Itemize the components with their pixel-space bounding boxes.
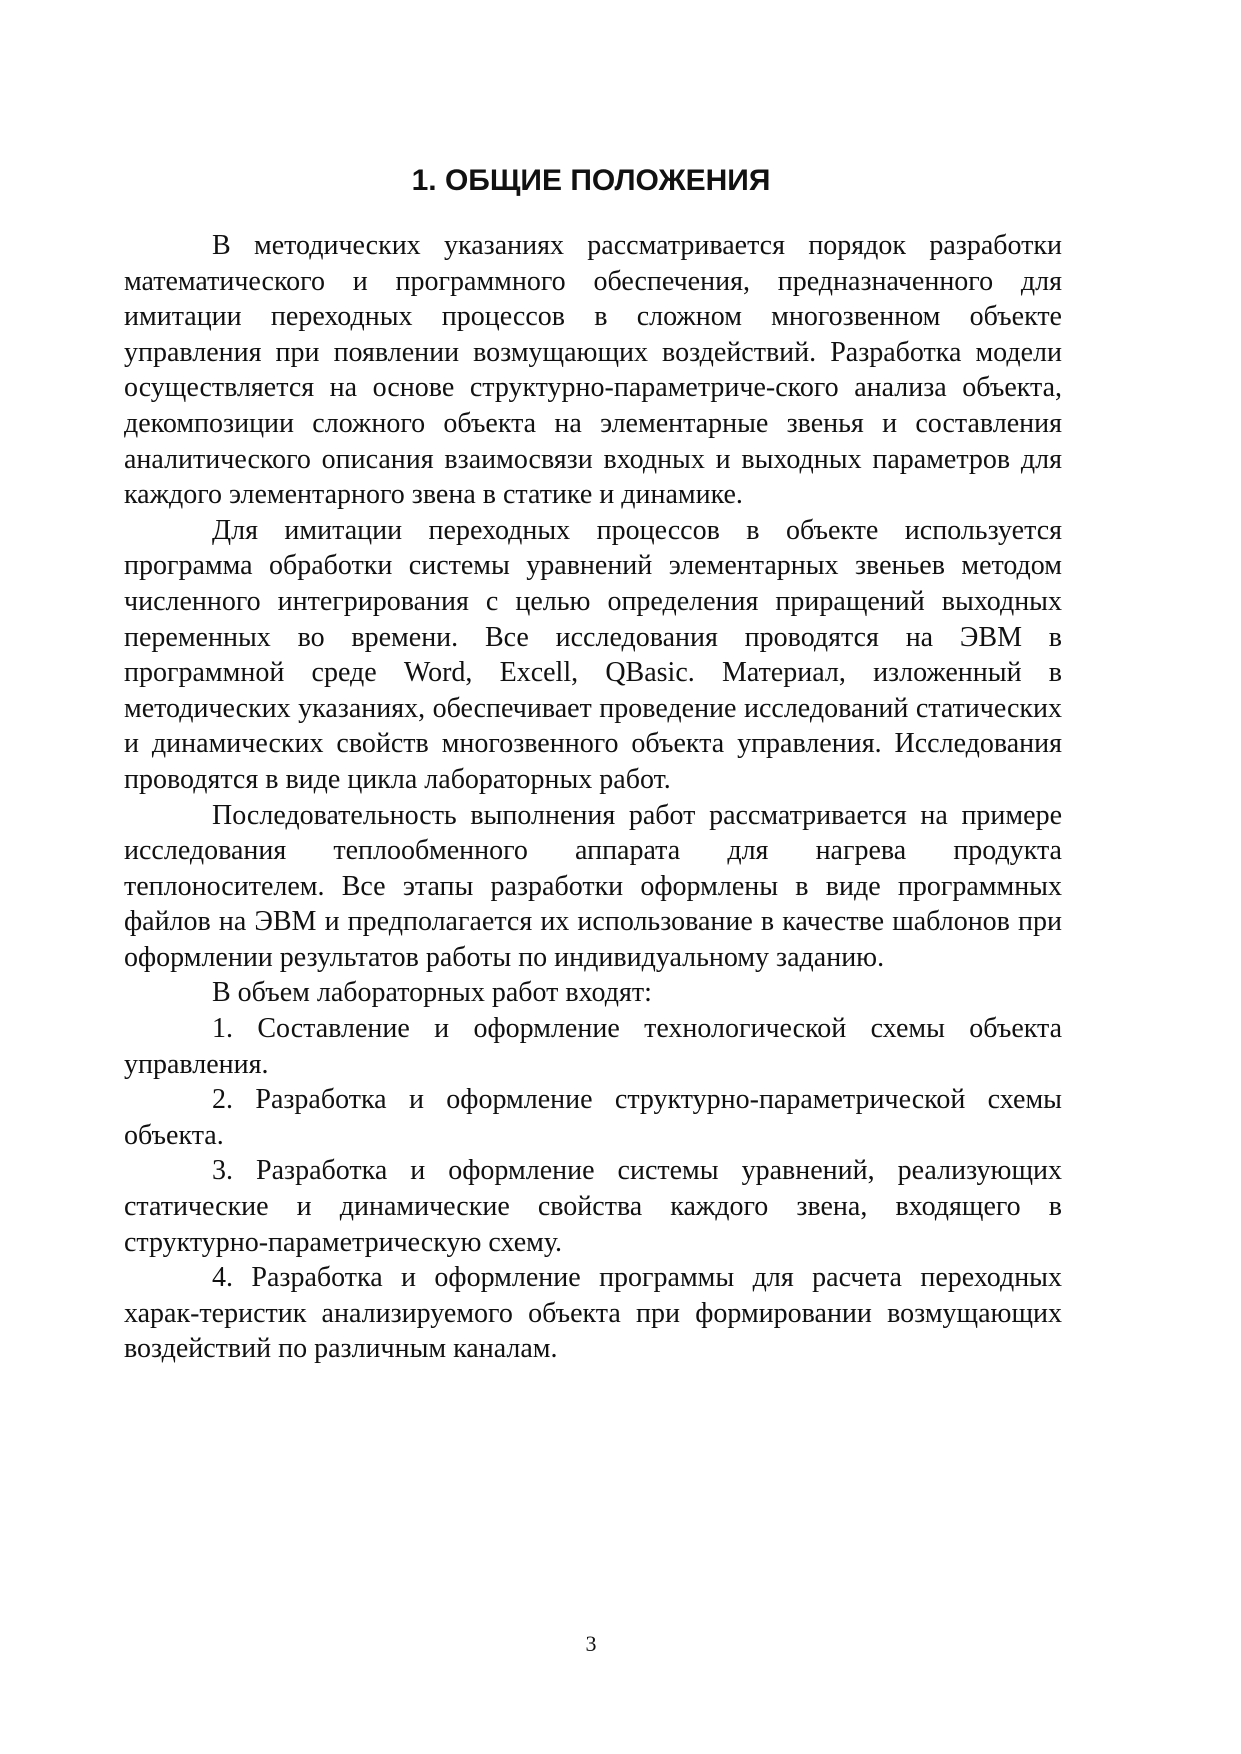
list-item-3: 3. Разработка и оформление системы уравнений, реализующих статические и динамические свойства каждого звена, входящего в структурно-параметрическую схему.: [124, 1155, 1062, 1258]
paragraph-simulation: Для имитации переходных процессов в объекте используется программа обработки системы уравнений элементарных звеньев методом численного интегрирования с целью определения приращений выходных переменных во времени. Все исследования проводятся на ЭВМ в программной среде Word, Excell, QBasic. Материал, изложенный в методических указаниях, обеспечивает проведение исследований статических и динамических свойств многозвенного объекта управления. Исследования проводятся в виде цикла лабораторных работ.: [124, 514, 1062, 795]
body-text: [124, 228, 1062, 1367]
list-item-2: 2. Разработка и оформление структурно-параметрической схемы объекта.: [124, 1084, 1062, 1151]
paragraph-sequence: Последовательность выполнения работ рассматривается на примере исследования теплообменного аппарата для нагрева продукта теплоносителем. Все этапы разработки оформлены в виде программных файлов на ЭВМ и предполагается их использование в качестве шаблонов при оформлении результатов работы по индивидуальному заданию.: [124, 799, 1062, 973]
paragraph-scope: В объем лабораторных работ входят:: [212, 977, 652, 1009]
section-title: 1. ОБЩИЕ ПОЛОЖЕНИЯ: [411, 164, 771, 197]
list-item-4: 4. Разработка и оформление программы для расчета переходных харак-теристик анализируемого объекта при формировании возмущающих воздействий по различным каналам.: [124, 1262, 1062, 1365]
page-number: 3: [585, 1631, 597, 1656]
list-item-1: 1. Составление и оформление технологической схемы объекта управления.: [124, 1013, 1062, 1080]
paragraph-intro: В методических указаниях рассматривается порядок разработки математического и программного обеспечения, предназначенного для имитации переходных процессов в сложном многозвенном объекте управления при появлении возмущающих воздействий. Разработка модели осуществляется на основе структурно-параметриче-ского анализа объекта, декомпозиции сложного объекта на элементарные звенья и составления аналитического описания взаимосвязи входных и выходных параметров для каждого элементарного звена в статике и динамике.: [124, 230, 1062, 511]
